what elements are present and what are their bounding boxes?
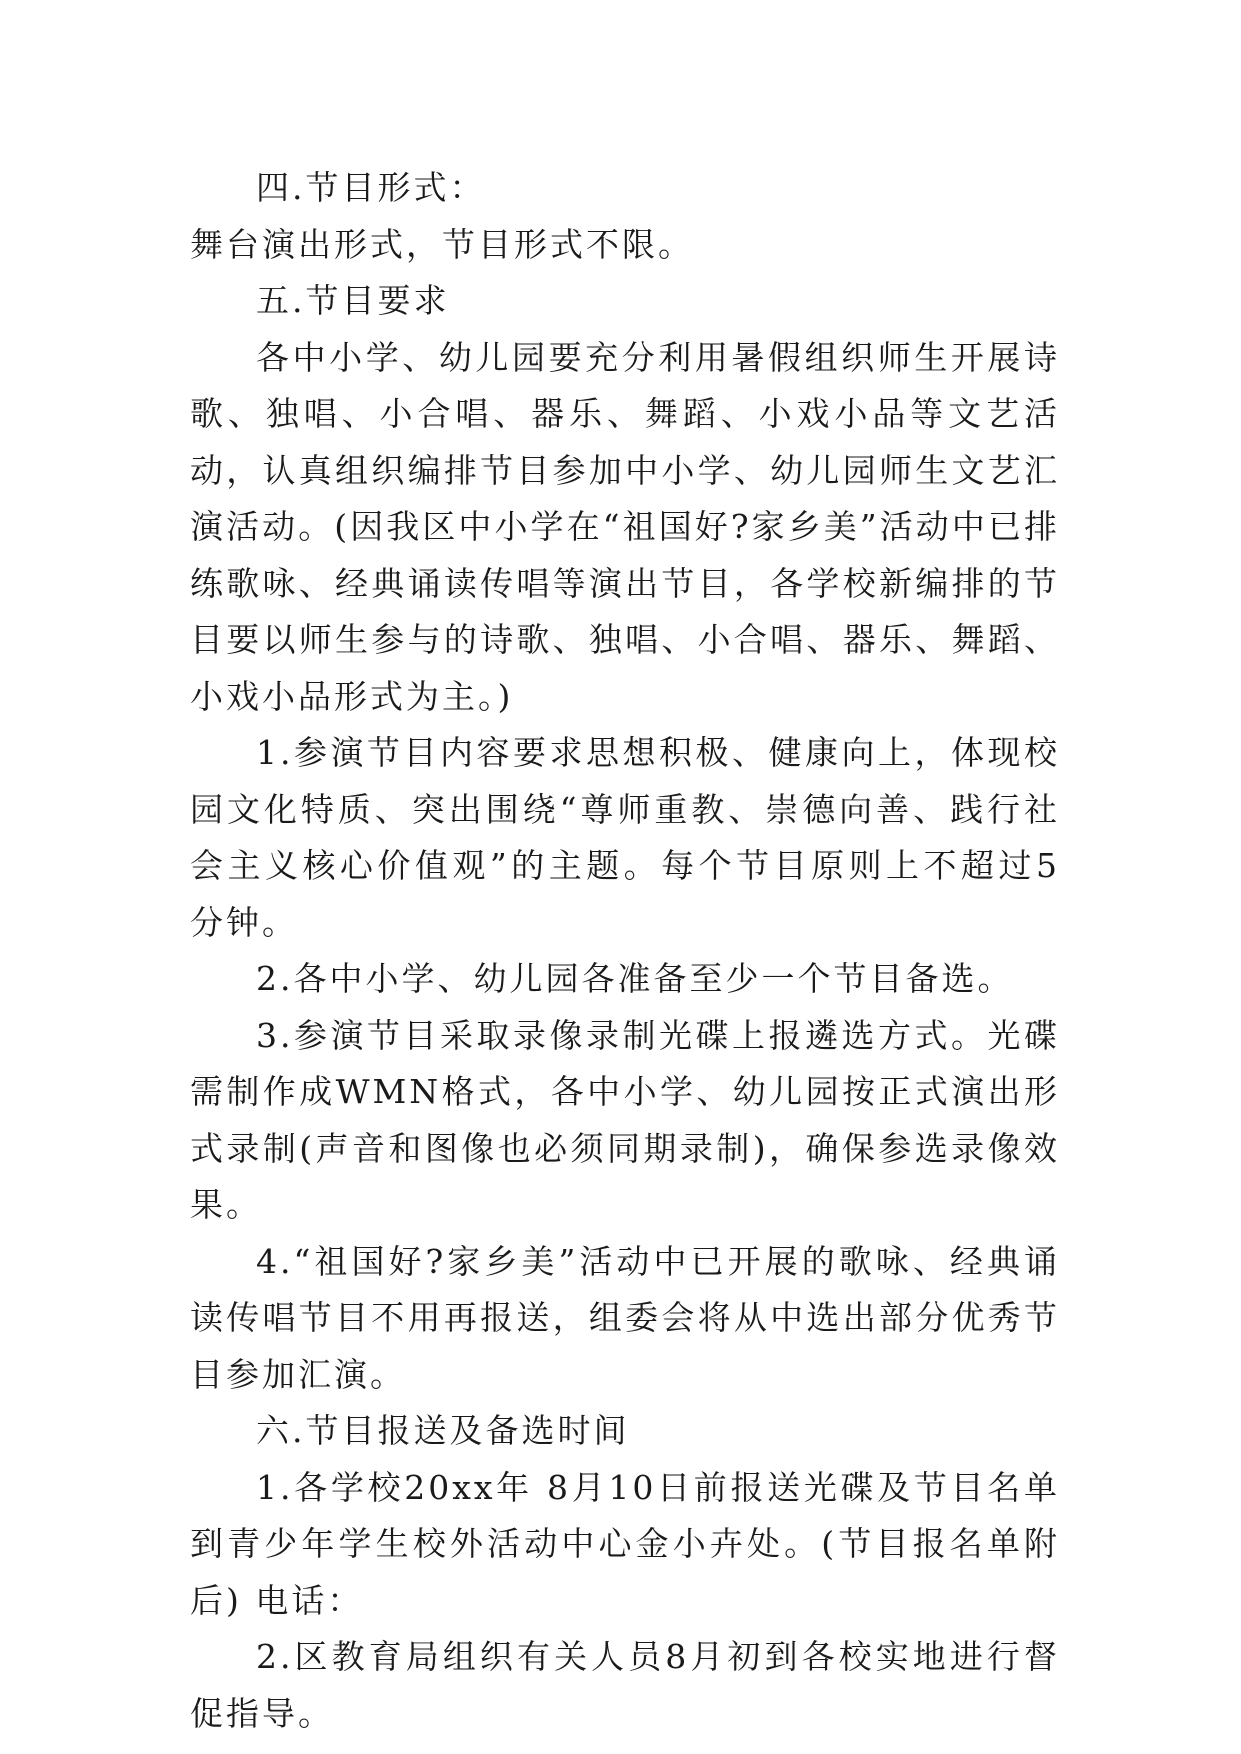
paragraph-requirements-intro: 各中小学、幼儿园要充分利用暑假组织师生开展诗歌、独唱、小合唱、器乐、舞蹈、小戏小品等文艺活动，认真组织编排节目参加中小学、幼儿园师生文艺汇演活动。(因我区中小学在“祖国好?家乡美”活动中已排练歌咏、经典诵读传唱等演出节目，各学校新编排的节目要以师生参与的诗歌、独唱、小合唱、器乐、舞蹈、小戏小品形式为主。) [190, 337, 1060, 716]
submission-item-1: 1.各学校20xx年 8月10日前报送光碟及节目名单到青少年学生校外活动中心金小卉处。(节目报名单附后) 电话： [190, 1467, 1060, 1620]
paragraph-program-form: 舞台演出形式，节目形式不限。 [190, 224, 694, 264]
requirement-item-3: 3.参演节目采取录像录制光碟上报遴选方式。光碟需制作成WMN格式，各中小学、幼儿园按正式演出形式录制(声音和图像也必须同期录制)，确保参选录像效果。 [190, 1015, 1060, 1224]
section-heading-program-form: 四.节目形式： [256, 168, 486, 207]
submission-item-2: 2.区教育局组织有关人员8月初到各校实地进行督促指导。 [190, 1637, 1060, 1733]
requirement-item-2: 2.各中小学、幼儿园各准备至少一个节目备选。 [256, 959, 1014, 998]
requirement-item-4: 4.“祖国好?家乡美”活动中已开展的歌咏、经典诵读传唱节目不用再报送，组委会将从中选出部分优秀节目参加汇演。 [190, 1241, 1060, 1394]
section-heading-submission-time: 六.节目报送及备选时间 [256, 1411, 630, 1450]
requirement-item-1: 1.参演节目内容要求思想积极、健康向上，体现校园文化特质、突出围绕“尊师重教、崇德向善、践行社会主义核心价值观”的主题。每个节目原则上不超过5分钟。 [190, 733, 1060, 942]
document-body [190, 160, 1060, 1742]
section-heading-program-requirements: 五.节目要求 [256, 281, 450, 320]
